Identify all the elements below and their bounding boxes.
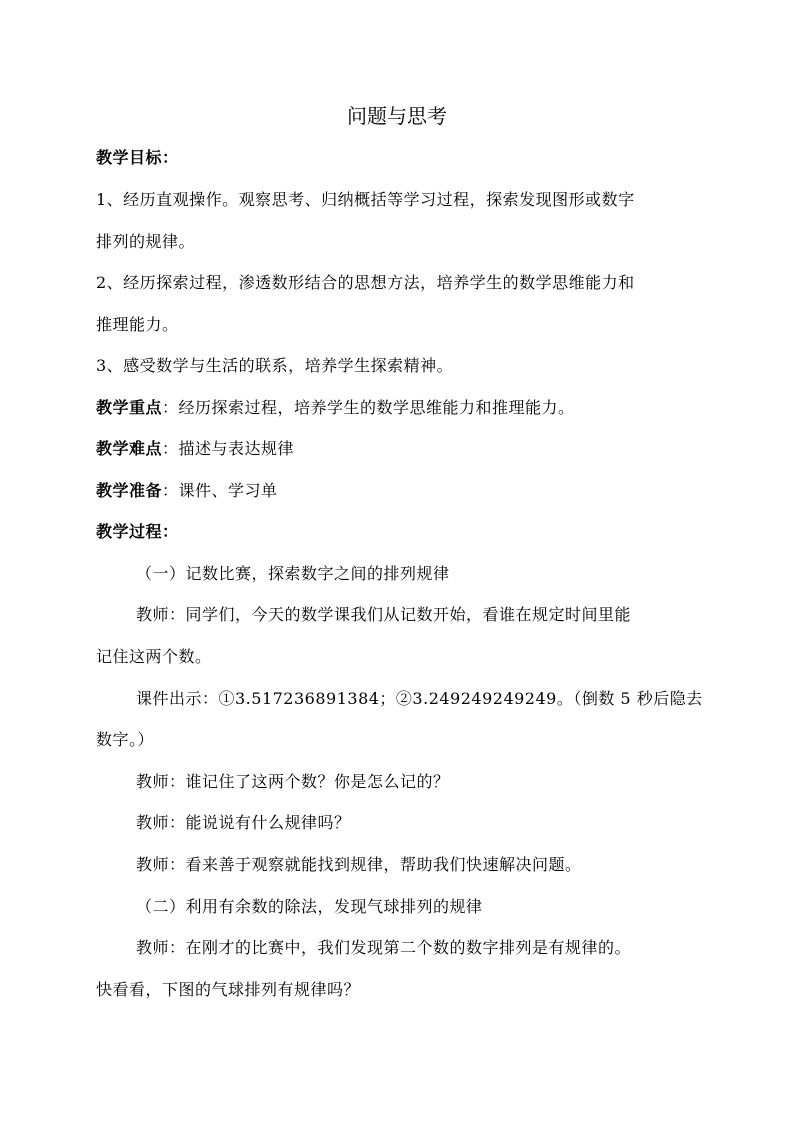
key-point-label: 教学重点 xyxy=(96,398,163,417)
paragraph-2-line-2: 数字。） xyxy=(96,730,155,749)
key-point-row xyxy=(96,396,706,420)
paragraph-1-line-2: 记住这两个数。 xyxy=(96,647,212,666)
section-1-heading: （一）记数比赛，探索数字之间的排列规律 xyxy=(136,564,450,583)
paragraph-5: 教师：看来善于观察就能找到规律，帮助我们快速解决问题。 xyxy=(136,855,582,874)
preparation-row xyxy=(96,479,706,503)
objective-1-line-2: 排列的规律。 xyxy=(96,232,196,251)
paragraph-6-line-1: 教师：在刚才的比赛中，我们发现第二个数的数字排列是有规律的。 xyxy=(136,938,632,957)
paragraph-2-line-1: 课件出示：①3.517236891384；②3.249249249249。（倒数 5 秒后隐去 xyxy=(136,689,703,708)
key-point-text: ：经历探索过程，培养学生的数学思维能力和推理能力。 xyxy=(162,398,575,417)
preparation-text: ：课件、学习单 xyxy=(162,481,278,500)
process-heading: 教学过程： xyxy=(96,522,179,541)
difficulty-row xyxy=(96,437,706,461)
paragraph-6-line-2: 快看看，下图的气球排列有规律吗？ xyxy=(96,980,361,999)
preparation-label: 教学准备 xyxy=(96,481,163,500)
objective-3: 3、感受数学与生活的联系，培养学生探索精神。 xyxy=(96,356,454,375)
objectives-heading: 教学目标： xyxy=(96,148,179,167)
document-title: 问题与思考 xyxy=(347,104,447,128)
objective-2-line-2: 推理能力。 xyxy=(96,315,179,334)
objective-1-line-1: 1、经历直观操作。观察思考、归纳概括等学习过程，探索发现图形或数字 xyxy=(96,190,635,209)
paragraph-1-line-1: 教师：同学们，今天的数学课我们从记数开始，看谁在规定时间里能 xyxy=(136,605,632,624)
paragraph-3: 教师：谁记住了这两个数？你是怎么记的？ xyxy=(136,772,450,791)
objective-2-line-1: 2、经历探索过程，渗透数形结合的思想方法，培养学生的数学思维能力和 xyxy=(96,273,635,292)
difficulty-label: 教学难点 xyxy=(96,439,163,458)
section-2-heading: （二）利用有余数的除法，发现气球排列的规律 xyxy=(136,897,483,916)
paragraph-4: 教师：能说说有什么规律吗？ xyxy=(136,813,351,832)
difficulty-text: ：描述与表达规律 xyxy=(162,439,295,458)
